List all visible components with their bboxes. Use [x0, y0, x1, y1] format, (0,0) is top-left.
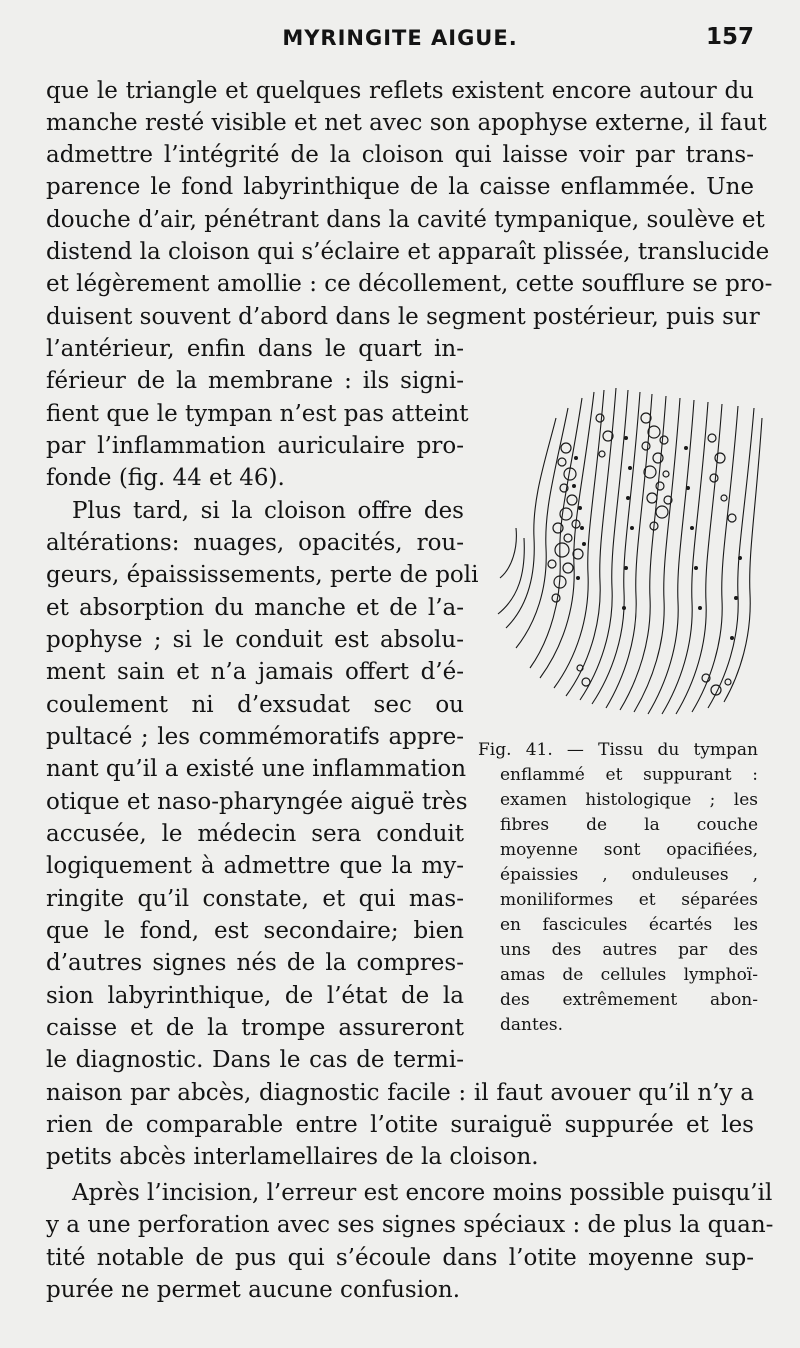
- body-line: douche d’air, pénétrant dans la cavité tympanique, soulève et: [46, 207, 765, 233]
- page-number: 157: [705, 24, 754, 50]
- figure-caption-line: uns des autres par des: [500, 940, 758, 960]
- figure-caption-line: fibres de la couche: [500, 815, 758, 835]
- figure-caption-line: amas de cellules lymphoï-: [500, 965, 758, 985]
- body-line: distend la cloison qui s’éclaire et apparaît plissée, translucide: [46, 239, 770, 265]
- figure-caption-line: des extrêmement abon-: [500, 990, 758, 1010]
- figure-caption-line: en fascicules écartés les: [500, 915, 758, 935]
- figure-caption-line: moniliformes et séparées: [500, 890, 758, 910]
- body-line: caisse et de la trompe assureront: [46, 1015, 464, 1041]
- figure-caption-line: examen histologique ; les: [500, 790, 758, 810]
- body-line: tité notable de pus qui s’écoule dans l’otite moyenne sup-: [46, 1245, 754, 1271]
- body-line: rien de comparable entre l’otite suraiguë suppurée et les: [46, 1112, 754, 1138]
- body-line: le diagnostic. Dans le cas de termi-: [46, 1047, 464, 1073]
- body-line: accusée, le médecin sera conduit: [46, 821, 464, 847]
- figure-caption-line: dantes.: [500, 1015, 563, 1035]
- body-line: l’antérieur, enfin dans le quart in-: [46, 336, 464, 362]
- body-line: altérations: nuages, opacités, rou-: [46, 530, 464, 556]
- body-line: admettre l’intégrité de la cloison qui laisse voir par trans-: [46, 142, 754, 168]
- body-line: pultacé ; les commémoratifs appre-: [46, 724, 464, 750]
- figure-caption-line: enflammé et suppurant :: [500, 765, 758, 785]
- body-line: ment sain et n’a jamais offert d’é-: [46, 659, 464, 685]
- body-line: férieur de la membrane : ils signi-: [46, 368, 464, 394]
- body-line: duisent souvent d’abord dans le segment postérieur, puis sur: [46, 304, 760, 330]
- body-line: otique et naso-pharyngée aiguë très: [46, 789, 468, 815]
- body-line: coulement ni d’exsudat sec ou: [46, 692, 464, 718]
- tympanum-tissue-illustration: [496, 378, 768, 718]
- body-line: fonde (fig. 44 et 46).: [46, 465, 285, 491]
- body-line: que le fond, est secondaire; bien: [46, 918, 464, 944]
- body-line: ringite qu’il constate, et qui mas-: [46, 886, 464, 912]
- body-line: nant qu’il a existé une inflammation: [46, 756, 467, 782]
- running-title: MYRINGITE AIGUE.: [282, 26, 518, 50]
- body-line: petits abcès interlamellaires de la cloison.: [46, 1144, 539, 1170]
- body-line: geurs, épaississements, perte de poli: [46, 562, 479, 588]
- body-line: parence le fond labyrinthique de la caisse enflammée. Une: [46, 174, 754, 200]
- body-line: Plus tard, si la cloison offre des: [72, 498, 464, 524]
- body-line: y a une perforation avec ses signes spéciaux : de plus la quan-: [46, 1212, 774, 1238]
- page-header: [0, 26, 800, 56]
- body-line: Après l’incision, l’erreur est encore moins possible puisqu’il: [72, 1180, 773, 1206]
- body-line: par l’inflammation auriculaire pro-: [46, 433, 464, 459]
- body-line: que le triangle et quelques reflets existent encore autour du: [46, 78, 754, 104]
- body-line: logiquement à admettre que la my-: [46, 853, 464, 879]
- body-line: purée ne permet aucune confusion.: [46, 1277, 461, 1303]
- body-line: et légèrement amollie : ce décollement, cette soufflure se pro-: [46, 271, 773, 297]
- figure-caption-line: Fig. 41. — Tissu du tympan: [478, 740, 758, 760]
- figure-caption-line: épaissies , onduleuses ,: [500, 865, 758, 885]
- body-line: et absorption du manche et de l’a-: [46, 595, 464, 621]
- body-line: fient que le tympan n’est pas atteint: [46, 401, 469, 427]
- body-line: naison par abcès, diagnostic facile : il faut avouer qu’il n’y a: [46, 1080, 754, 1106]
- body-line: manche resté visible et net avec son apophyse externe, il faut: [46, 110, 767, 136]
- body-line: pophyse ; si le conduit est absolu-: [46, 627, 464, 653]
- figure-caption-line: moyenne sont opacifiées,: [500, 840, 758, 860]
- body-line: sion labyrinthique, de l’état de la: [46, 983, 464, 1009]
- body-line: d’autres signes nés de la compres-: [46, 950, 464, 976]
